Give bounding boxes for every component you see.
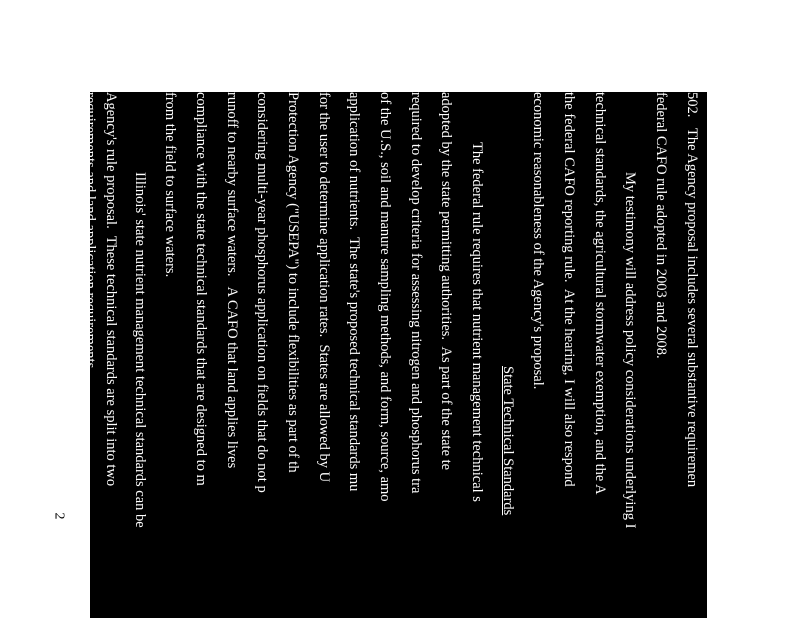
text-line: technical standards, the agricultural stormwater exemption, and the A — [592, 92, 608, 495]
text-line: of the U.S., soil and manure sampling methods, and form, source, amo — [377, 92, 393, 502]
text-line: from the field to surface waters. — [162, 92, 178, 278]
text-line: My testimony will address policy considerations underlying I — [622, 172, 638, 529]
text-line: for the user to determine application rates. States are allowed by U — [316, 92, 332, 483]
text-line: application of nutrients. The state's proposed technical standards mu — [346, 92, 362, 492]
text-line: federal CAFO rule adopted in 2003 and 2008. — [653, 92, 669, 359]
text-line: economic reasonableness of the Agency's proposal. — [530, 92, 546, 390]
text-line: Illinois' state nutrient management technical standards can be — [132, 172, 148, 528]
text-line: the federal CAFO reporting rule. At the hearing, I will also respond — [561, 92, 577, 487]
text-line: requirements and land application requirements. — [82, 92, 98, 372]
text-line: Protection Agency ("USEPA") to include flexibilities as part of th — [285, 92, 301, 473]
text-line: Agency's rule proposal. These technical standards are split into two — [103, 92, 119, 487]
section-heading: State Technical Standards — [500, 366, 516, 516]
text-line: adopted by the state permitting authorities. As part of the state te — [438, 92, 454, 471]
rotated-text-body — [82, 92, 707, 618]
text-line: compliance with the state technical standards that are designed to m — [193, 92, 209, 486]
page-number: 2 — [51, 512, 67, 520]
text-line: required to develop criteria for assessing nitrogen and phosphorus tra — [408, 92, 424, 494]
text-line: considering multi-year phosphorus application on fields that do not p — [254, 92, 270, 493]
text-line: The federal rule requires that nutrient management technical s — [469, 142, 485, 502]
text-line: 502. The Agency proposal includes several substantive requiremen — [684, 92, 700, 488]
scanned-page-block — [82, 92, 707, 618]
text-line: runoff to nearby surface waters. A CAFO that land applies lives — [224, 92, 240, 469]
